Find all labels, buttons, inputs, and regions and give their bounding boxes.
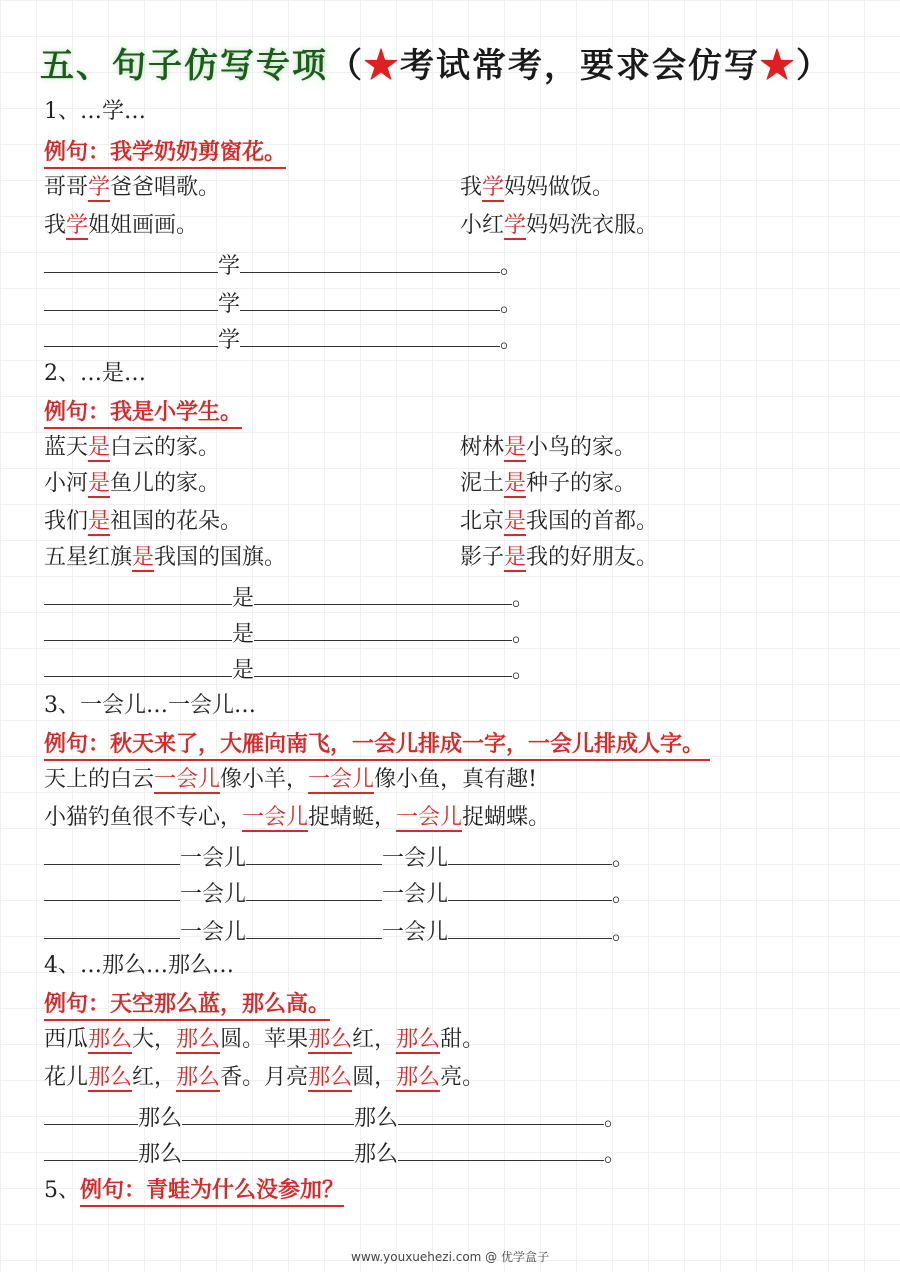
section-2-heading: 2、…是…	[44, 361, 146, 386]
star-icon: ★	[760, 46, 796, 86]
section-3-blank-line: 一会儿 一会儿 。	[44, 878, 634, 909]
section-4-blank-line: 那么 那么 。	[44, 1102, 626, 1133]
section-1-blank-line: 学 。	[44, 324, 522, 355]
section-1-example: 例句：我学奶奶剪窗花。	[44, 138, 286, 167]
answer-blank[interactable]	[44, 324, 218, 347]
section-2-sentence: 泥土是种子的家。	[460, 471, 637, 496]
answer-blank[interactable]	[448, 916, 612, 939]
section-4-blank-line: 那么 那么 。	[44, 1138, 626, 1169]
section-3-sentence: 天上的白云一会儿像小羊，一会儿像小鱼，真有趣!	[44, 767, 537, 792]
answer-blank[interactable]	[44, 288, 218, 311]
answer-blank[interactable]	[240, 288, 500, 311]
section-4-heading: 4、…那么…那么…	[44, 953, 234, 978]
answer-blank[interactable]	[44, 916, 180, 939]
answer-blank[interactable]	[44, 878, 180, 901]
section-1-sentence: 我学妈妈做饭。	[460, 175, 615, 200]
section-2-sentence: 影子是我的好朋友。	[460, 545, 659, 570]
section-4-sentence: 西瓜那么大，那么圆。苹果那么红，那么甜。	[44, 1027, 485, 1052]
section-1-heading: 1、…学…	[44, 99, 146, 124]
section-1-sentence: 小红学妈妈洗衣服。	[460, 213, 659, 238]
title-note: 考试常考，要求会仿写	[400, 46, 760, 86]
answer-blank[interactable]	[44, 654, 232, 677]
section-2-sentence: 树林是小鸟的家。	[460, 435, 637, 460]
answer-blank[interactable]	[254, 618, 512, 641]
section-3-heading: 3、一会儿…一会儿…	[44, 693, 256, 718]
answer-blank[interactable]	[448, 878, 612, 901]
answer-blank[interactable]	[44, 618, 232, 641]
section-2-sentence: 我们是祖国的花朵。	[44, 509, 243, 534]
section-2-sentence: 五星红旗是我国的国旗。	[44, 545, 287, 570]
answer-blank[interactable]	[246, 842, 382, 865]
section-3-sentence: 小猫钓鱼很不专心，一会儿捉蜻蜓，一会儿捉蝴蝶。	[44, 805, 551, 830]
section-1-sentence: 哥哥学爸爸唱歌。	[44, 175, 221, 200]
section-4-sentence: 花儿那么红，那么香。月亮那么圆，那么亮。	[44, 1065, 485, 1090]
section-2-sentence: 北京是我国的首都。	[460, 509, 659, 534]
section-2-sentence: 蓝天是白云的家。	[44, 435, 221, 460]
answer-blank[interactable]	[44, 582, 232, 605]
section-5-heading: 5、例句：青蛙为什么没参加？	[44, 1176, 344, 1205]
section-2-sentence: 小河是鱼儿的家。	[44, 471, 221, 496]
section-1-blank-line: 学 。	[44, 250, 522, 281]
answer-blank[interactable]	[182, 1102, 354, 1125]
answer-blank[interactable]	[44, 1102, 138, 1125]
section-4-example: 例句：天空那么蓝，那么高。	[44, 990, 330, 1019]
answer-blank[interactable]	[240, 324, 500, 347]
section-2-example: 例句：我是小学生。	[44, 398, 242, 427]
section-2-blank-line: 是 。	[44, 618, 534, 649]
answer-blank[interactable]	[398, 1102, 604, 1125]
section-2-blank-line: 是 。	[44, 582, 534, 613]
star-icon: ★	[364, 46, 400, 86]
section-2-blank-line: 是 。	[44, 654, 534, 685]
title-main: 五、句子仿写专项	[40, 46, 328, 86]
footer-watermark: www.youxuehezi.com @ 优学盒子	[351, 1250, 549, 1264]
page-title	[40, 38, 832, 87]
title-paren-open: （	[328, 46, 364, 86]
answer-blank[interactable]	[246, 878, 382, 901]
answer-blank[interactable]	[182, 1138, 354, 1161]
answer-blank[interactable]	[240, 250, 500, 273]
answer-blank[interactable]	[44, 250, 218, 273]
section-3-blank-line: 一会儿 一会儿 。	[44, 842, 634, 873]
section-3-blank-line: 一会儿 一会儿 。	[44, 916, 634, 947]
answer-blank[interactable]	[44, 842, 180, 865]
answer-blank[interactable]	[246, 916, 382, 939]
answer-blank[interactable]	[448, 842, 612, 865]
answer-blank[interactable]	[254, 654, 512, 677]
section-3-example: 例句：秋天来了，大雁向南飞，一会儿排成一字，一会儿排成人字。	[44, 730, 710, 759]
title-paren-close: ）	[796, 46, 832, 86]
answer-blank[interactable]	[44, 1138, 138, 1161]
answer-blank[interactable]	[398, 1138, 604, 1161]
section-1-sentence: 我学姐姐画画。	[44, 213, 199, 238]
answer-blank[interactable]	[254, 582, 512, 605]
section-1-blank-line: 学 。	[44, 288, 522, 319]
